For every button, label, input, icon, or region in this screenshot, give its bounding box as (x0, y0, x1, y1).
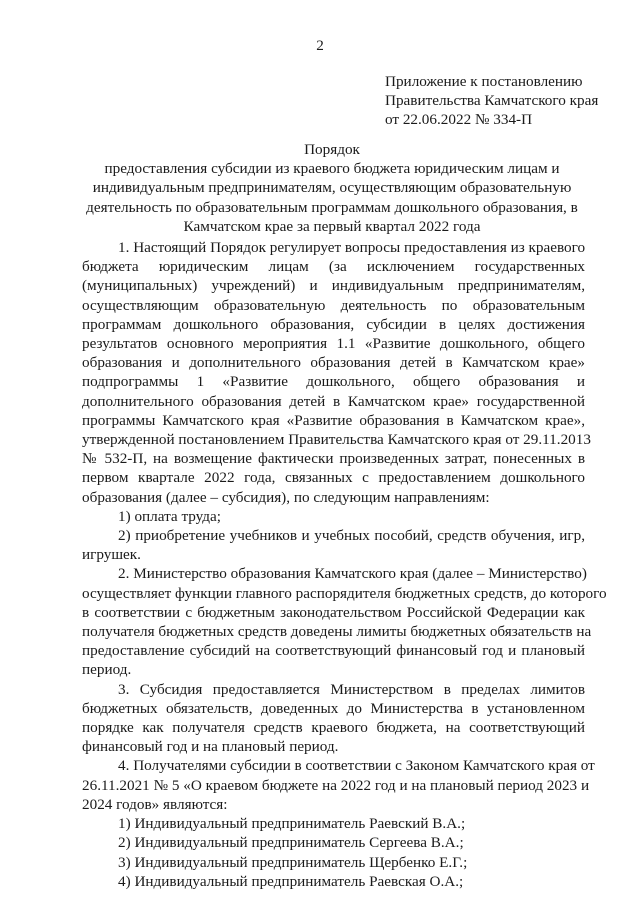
document-title (82, 140, 582, 236)
text-line: бюджета юридическим лицам (за исключением государственных (82, 258, 585, 276)
title-line: деятельность по образовательным программам дошкольного образования, в (86, 198, 578, 216)
text-line: 4. Получателями субсидии в соответствии с Законом Камчатского края от (118, 757, 595, 775)
text-line: финансовый год и на плановый период. (82, 738, 339, 756)
text-line: бюджетных обязательств, доведенных до Министерства в установленном (82, 699, 585, 717)
appendix-line: Правительства Камчатского края (385, 92, 599, 110)
list-item: 4) Индивидуальный предприниматель Раевская О.А.; (118, 872, 464, 890)
text-line: дополнительного образования детей в Камчатском крае» государственной (82, 392, 585, 410)
paragraph-4 (82, 756, 595, 814)
paragraph-2 (82, 564, 607, 679)
text-line: подпрограммы 1 «Развитие дошкольного, общего образования и (82, 373, 585, 391)
text-line: образования (далее – субсидия), по следующим направлениям: (82, 488, 490, 506)
directions-list (82, 507, 585, 565)
text-line: осуществляющим образовательную деятельность по образовательным (82, 296, 585, 314)
recipients-list (82, 814, 585, 891)
paragraph-1 (82, 238, 591, 507)
list-item: 1) оплата труда; (118, 507, 221, 525)
text-line: 2. Министерство образования Камчатского края (далее – Министерство) (118, 565, 587, 583)
text-line: утвержденной постановлением Правительства Камчатского края от 29.11.2013 (82, 431, 591, 449)
list-item: 2) приобретение учебников и учебных пособий, средств обучения, игр, (118, 527, 585, 545)
text-line: игрушек. (82, 546, 141, 564)
text-line: в соответствии с бюджетным законодательством Российской Федерации как (82, 603, 585, 621)
paragraph-3 (82, 680, 585, 757)
list-item: 3) Индивидуальный предприниматель Щербенко Е.Г.; (118, 853, 468, 871)
title-line: Камчатском крае за первый квартал 2022 года (183, 217, 481, 235)
text-line: программы Камчатского края «Развитие образования в Камчатском крае», (82, 411, 585, 429)
text-line: 3. Субсидия предоставляется Министерством в пределах лимитов (118, 680, 585, 698)
appendix-note (385, 72, 625, 130)
document-body (82, 238, 607, 891)
text-line: 26.11.2021 № 5 «О краевом бюджете на 2022 год и на плановый период 2023 и (82, 776, 590, 794)
appendix-line: Приложение к постановлению (385, 73, 583, 90)
text-line: № 532-П, на возмещение фактически произведенных затрат, понесенных в (82, 450, 585, 468)
text-line: результатов основного мероприятия 1.1 «Развитие дошкольного, общего (82, 335, 585, 353)
text-line: 1. Настоящий Порядок регулирует вопросы предоставления из краевого (118, 239, 586, 256)
text-line: программам дошкольного образования, субсидии в целях достижения (82, 315, 585, 333)
title-heading: Порядок (304, 141, 360, 158)
text-line: 2024 годов» являются: (82, 795, 228, 813)
text-line: порядке как получателя средств краевого бюджета, на соответствующий (82, 719, 585, 737)
title-line: предоставления субсидии из краевого бюджета юридическим лицам и (104, 160, 560, 178)
page-number: 2 (316, 37, 324, 54)
text-line: период. (82, 661, 132, 679)
text-line: образования и дополнительного образования детей в Камчатском крае» (82, 354, 585, 372)
text-line: первом квартале 2022 года, связанных с предоставлением дошкольного (82, 469, 585, 487)
text-line: осуществляет функции главного распорядителя бюджетных средств, до которого (82, 584, 607, 602)
list-item: 2) Индивидуальный предприниматель Сергеева В.А.; (118, 834, 464, 852)
text-line: предоставление субсидий на соответствующий финансовый год и плановый (82, 642, 585, 660)
text-line: (муниципальных) учреждений) и индивидуальным предпринимателям, (82, 277, 585, 295)
title-line: индивидуальным предпринимателям, осуществляющим образовательную (92, 179, 572, 197)
list-item: 1) Индивидуальный предприниматель Раевский В.А.; (118, 815, 466, 833)
appendix-line: от 22.06.2022 № 334-П (385, 111, 533, 129)
text-line: получателя бюджетных средств доведены лимиты бюджетных обязательств на (82, 623, 592, 641)
